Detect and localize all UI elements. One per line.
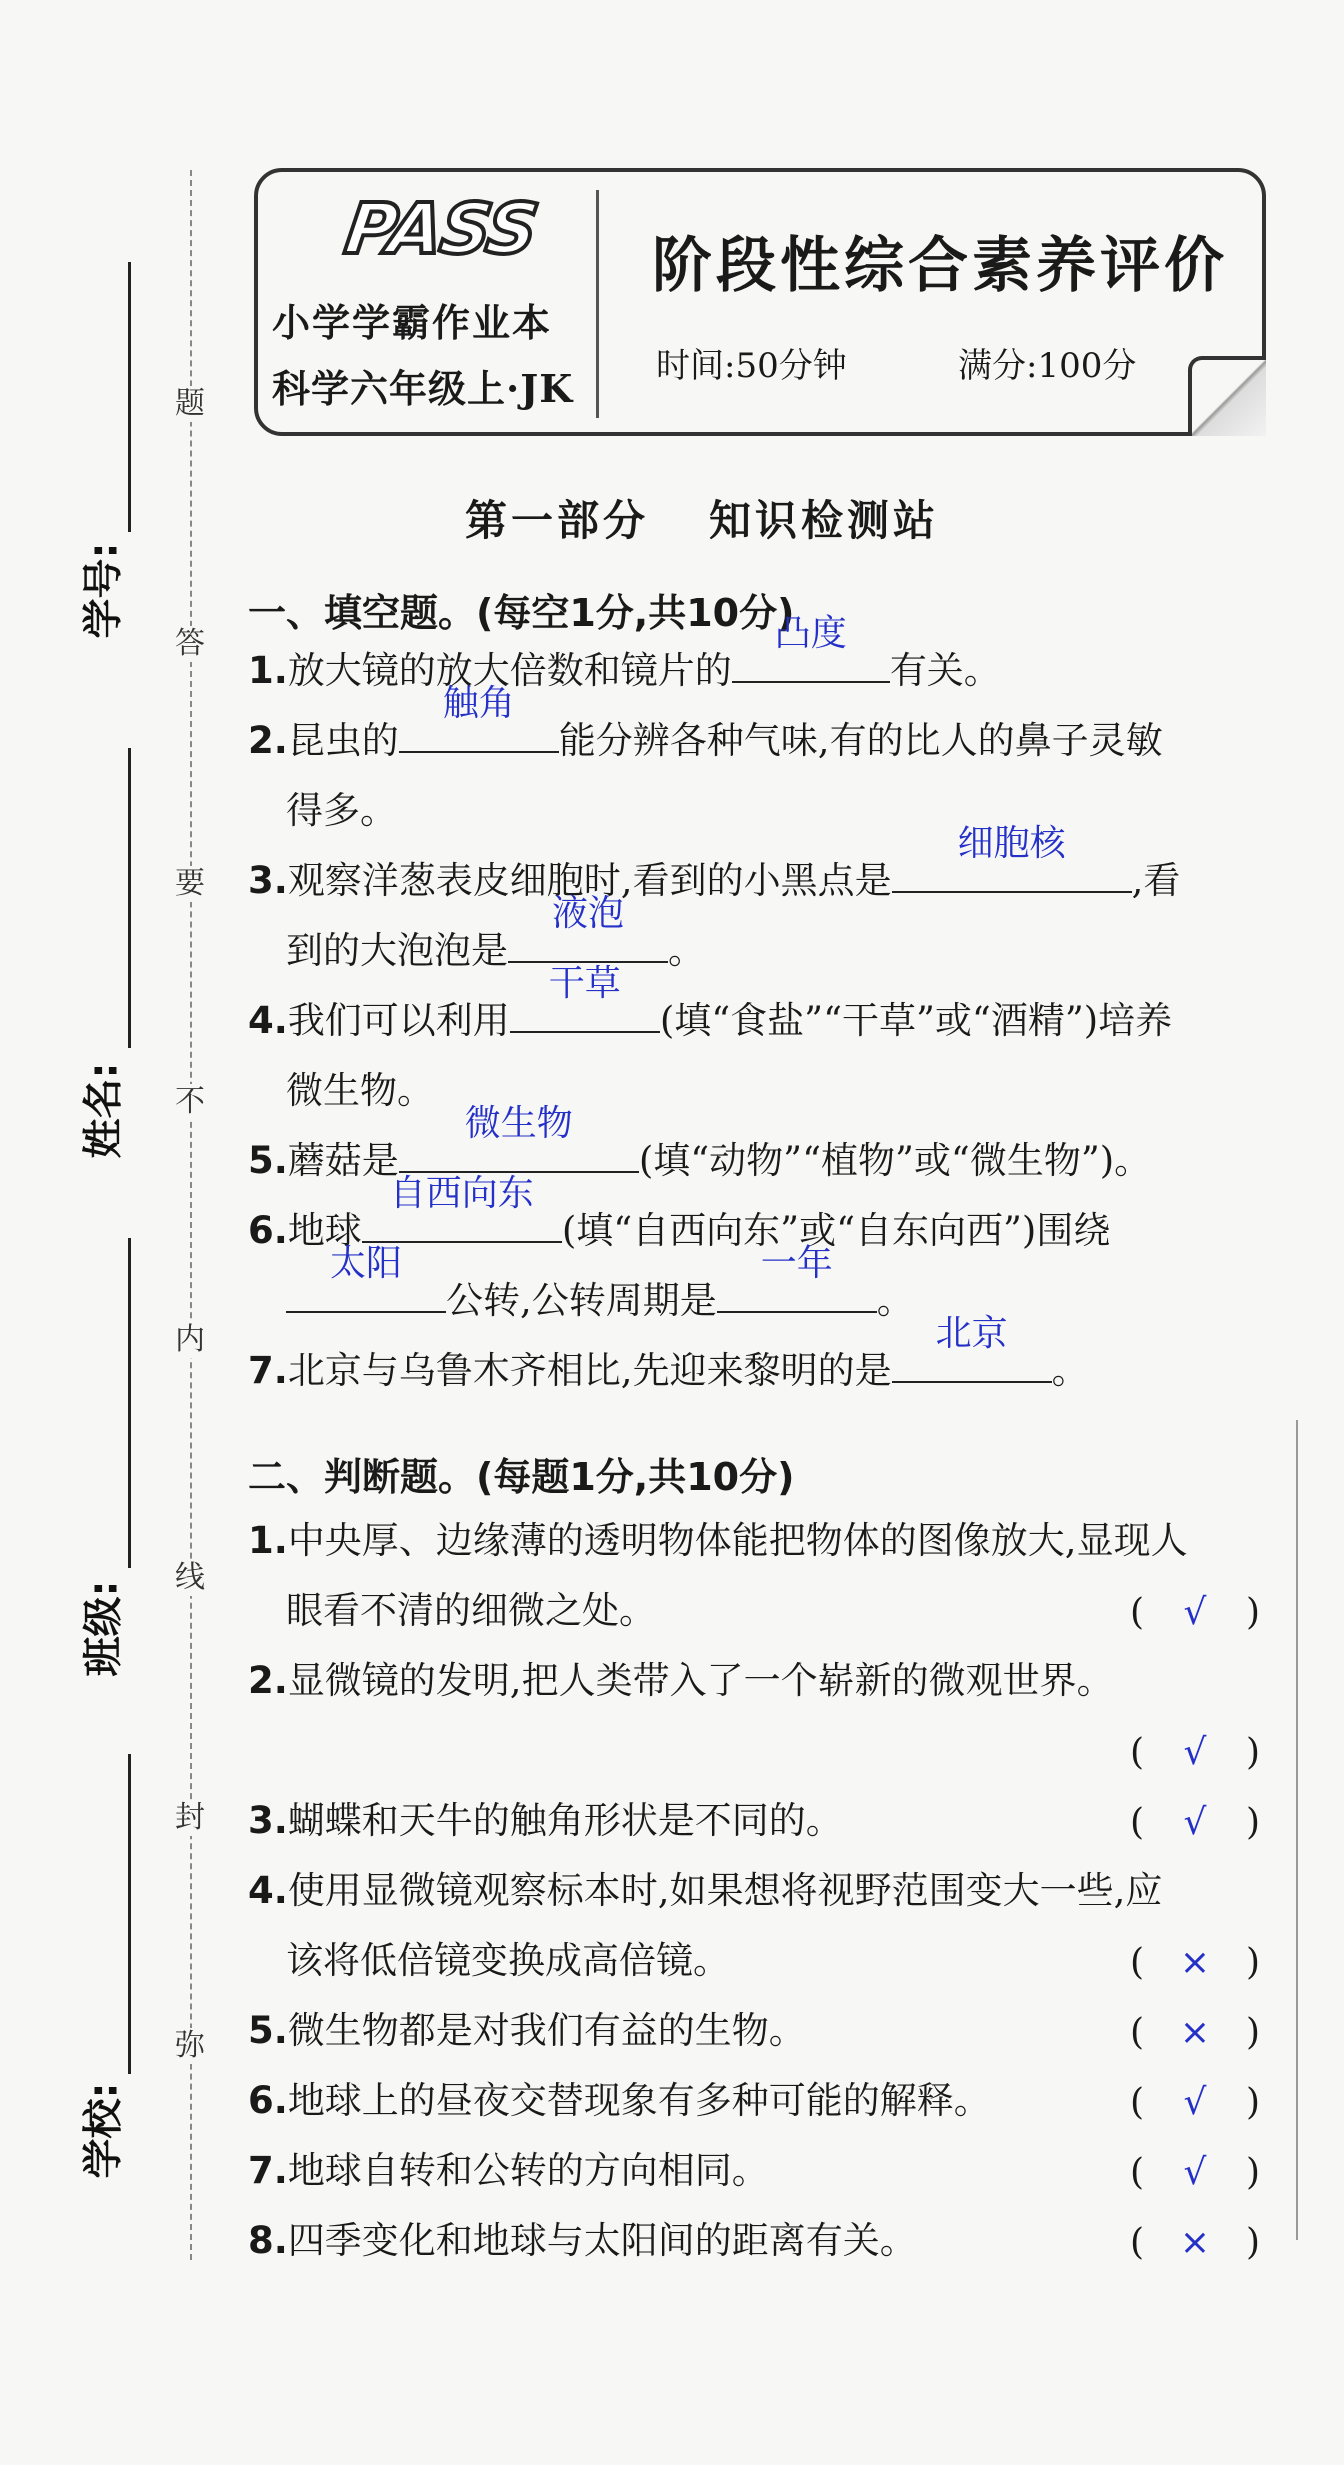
school-line[interactable]: [128, 1754, 131, 2074]
answer-blank[interactable]: 一年: [717, 1275, 877, 1313]
fill-section-title: 一、填空题。(每空1分,共10分): [248, 591, 795, 635]
fill-question-6-cont: 太阳 公转,公转周期是 一年 。: [286, 1266, 1296, 1336]
binding-dashed-line: [190, 170, 192, 2260]
judge-question-4-cont: 该将低倍镜变换成高倍镜。: [286, 1939, 730, 1982]
judge-answer-1[interactable]: ( √ ): [1130, 1592, 1260, 1633]
judge-answer-4[interactable]: ( × ): [1130, 1942, 1260, 1983]
exam-time: 时间:50分钟: [656, 346, 847, 386]
answer-blank[interactable]: 液泡: [508, 925, 668, 963]
margin-warning-char: 弥: [172, 2028, 208, 2064]
answer-blank[interactable]: 触角: [399, 715, 559, 753]
judge-question-7: 7.地球自转和公转的方向相同。: [248, 2149, 769, 2192]
fill-question-3-cont: 到的大泡泡是 液泡 。: [286, 893, 705, 972]
judge-question-5: 5.微生物都是对我们有益的生物。: [248, 2009, 806, 2052]
judge-question-1-cont: 眼看不清的细微之处。: [286, 1589, 656, 1632]
answer-blank[interactable]: 凸度: [732, 645, 890, 683]
judge-question-3: 3.蝴蝶和天牛的触角形状是不同的。: [248, 1799, 843, 1842]
fill-question-6: 6.地球 自西向东 (填“自西向东”或“自东向西”)围绕: [248, 1173, 1111, 1252]
page-title: 阶段性综合素养评价: [652, 231, 1228, 301]
answer-blank[interactable]: 自西向东: [362, 1205, 562, 1243]
judge-question-6: 6.地球上的昼夜交替现象有多种可能的解释。: [248, 2079, 991, 2122]
pass-logo: PASS: [340, 188, 542, 270]
margin-warning-char: 不: [172, 1084, 208, 1120]
student-id-label: 学号:: [80, 542, 127, 639]
header-divider: [596, 190, 599, 418]
margin-warning-char: 封: [172, 1800, 208, 1836]
answer-blank[interactable]: 微生物: [399, 1135, 639, 1173]
fill-question-3: 3.观察洋葱表皮细胞时,看到的小黑点是 细胞核 ,看: [248, 823, 1181, 902]
judge-answer-8[interactable]: ( × ): [1130, 2222, 1260, 2263]
judge-question-8: 8.四季变化和地球与太阳间的距离有关。: [248, 2219, 917, 2262]
answer-blank[interactable]: 北京: [892, 1345, 1052, 1383]
answer-blank[interactable]: 细胞核: [892, 855, 1132, 893]
fill-question-1: 1.放大镜的放大倍数和镜片的 凸度 有关。: [248, 613, 1001, 692]
margin-warning-char: 题: [172, 386, 208, 422]
class-line[interactable]: [128, 1238, 131, 1568]
full-score: 满分:100分: [958, 346, 1137, 386]
grade-subject: 科学六年级上·JK: [272, 366, 574, 411]
school-label: 学校:: [80, 2082, 127, 2179]
judge-section-title: 二、判断题。(每题1分,共10分): [248, 1455, 795, 1499]
page-right-edge-line: [1296, 1420, 1298, 2240]
margin-warning-char: 线: [172, 1560, 208, 1596]
fill-question-2: 2.昆虫的 触角 能分辨各种气味,有的比人的鼻子灵敏: [248, 683, 1163, 762]
fill-question-2-cont: 得多。: [286, 789, 397, 832]
judge-answer-7[interactable]: ( √ ): [1130, 2152, 1260, 2193]
judge-answer-6[interactable]: ( √ ): [1130, 2082, 1260, 2123]
name-label: 姓名:: [80, 1062, 127, 1159]
answer-blank[interactable]: 太阳: [286, 1275, 446, 1313]
fill-question-7: 7.北京与乌鲁木齐相比,先迎来黎明的是 北京 。: [248, 1313, 1089, 1392]
answer-blank[interactable]: 干草: [510, 995, 660, 1033]
fill-question-4: 4.我们可以利用 干草 (填“食盐”“干草”或“酒精”)培养: [248, 963, 1173, 1042]
fill-question-4-cont: 微生物。: [286, 1069, 434, 1112]
judge-question-2: 2.显微镜的发明,把人类带入了一个崭新的微观世界。: [248, 1659, 1114, 1702]
judge-answer-3[interactable]: ( √ ): [1130, 1802, 1260, 1843]
class-label: 班级:: [80, 1580, 127, 1677]
brand-name: 小学学霸作业本: [272, 300, 553, 345]
fill-question-5: 5.蘑菇是 微生物 (填“动物”“植物”或“微生物”)。: [248, 1103, 1152, 1182]
margin-warning-char: 内: [172, 1322, 208, 1358]
margin-warning-char: 答: [172, 626, 208, 662]
judge-question-1: 1.中央厚、边缘薄的透明物体能把物体的图像放大,显现人: [248, 1519, 1188, 1562]
judge-question-4: 4.使用显微镜观察标本时,如果想将视野范围变大一些,应: [248, 1869, 1163, 1912]
judge-answer-5[interactable]: ( × ): [1130, 2012, 1260, 2053]
part-title: 第一部分 知识检测站: [464, 496, 940, 545]
page-curl-decoration: [1188, 356, 1266, 436]
name-line[interactable]: [128, 748, 131, 1048]
judge-answer-2[interactable]: ( √ ): [1130, 1732, 1260, 1773]
margin-warning-char: 要: [172, 866, 208, 902]
